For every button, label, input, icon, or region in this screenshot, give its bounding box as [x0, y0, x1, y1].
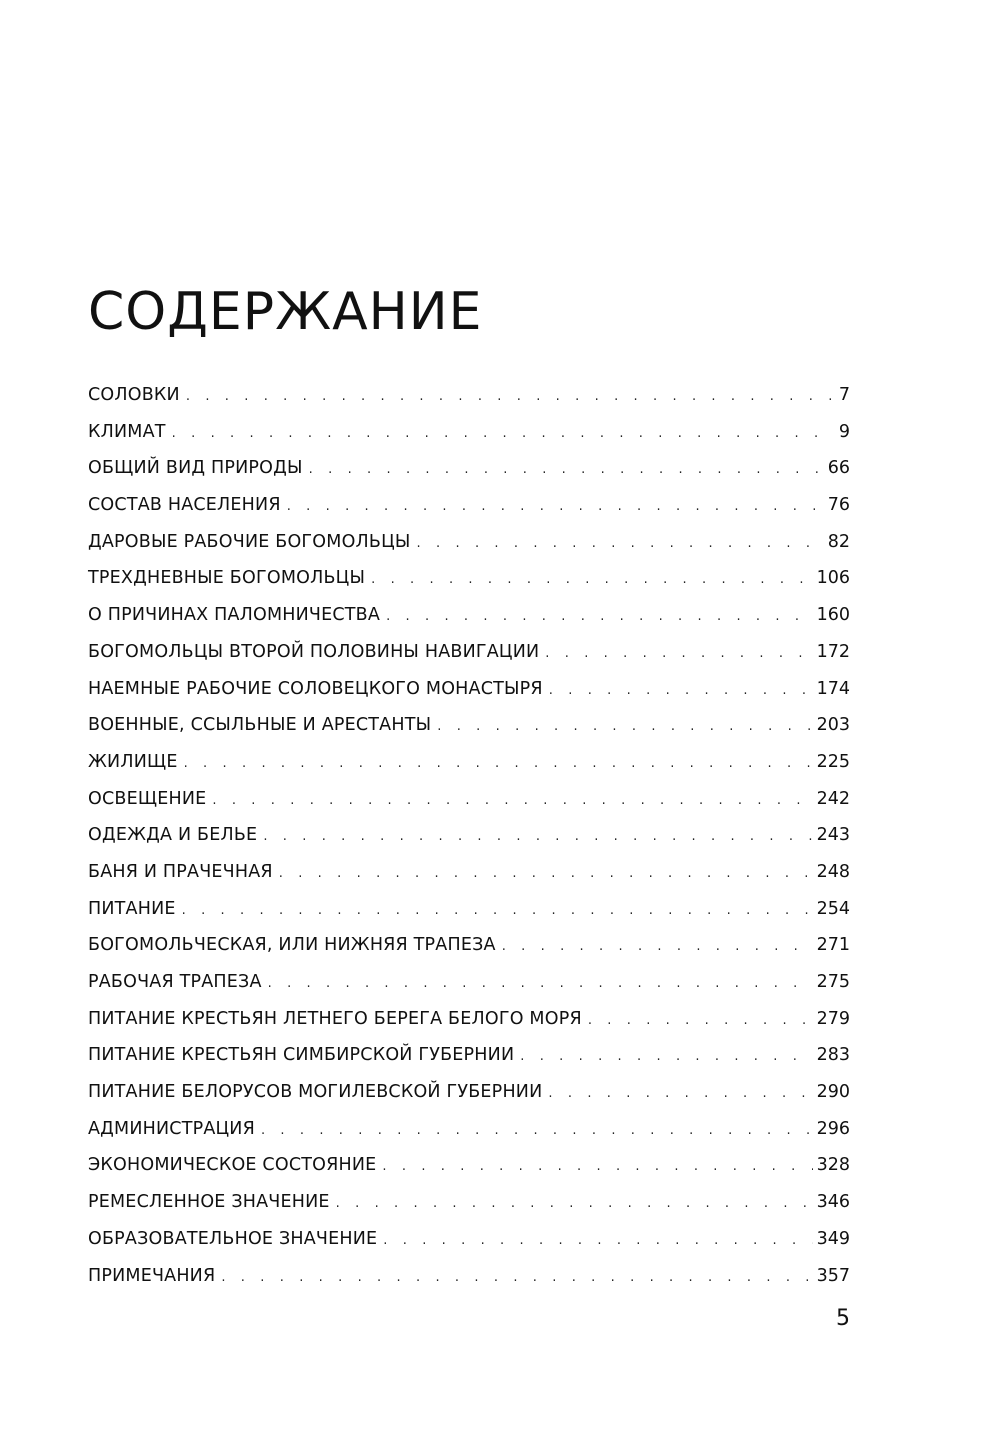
- toc-entry: [88, 859, 850, 896]
- toc-entry: [88, 382, 850, 419]
- toc-entry-page: 248: [816, 861, 850, 882]
- toc-entry-title: ОБЩИЙ ВИД ПРИРОДЫ: [88, 458, 303, 479]
- toc-entry: [88, 455, 850, 492]
- toc-entry-page: 357: [816, 1265, 850, 1286]
- toc-entry: [88, 639, 850, 676]
- toc-entry: [88, 969, 850, 1006]
- toc-entry-title: ДАРОВЫЕ РАБОЧИЕ БОГОМОЛЬЦЫ: [88, 531, 411, 552]
- dot-leader: [184, 751, 813, 777]
- toc-entry: [88, 602, 850, 639]
- toc-entry-page: 82: [827, 531, 850, 552]
- table-of-contents: [88, 382, 850, 1299]
- toc-entry-page: 283: [816, 1045, 850, 1066]
- toc-entry-page: 349: [816, 1228, 850, 1249]
- page-number: 5: [836, 1306, 850, 1331]
- toc-entry-page: 242: [816, 788, 850, 809]
- toc-entry-page: 271: [816, 935, 850, 956]
- toc-entry-title: БОГОМОЛЬЧЕСКАЯ, ИЛИ НИЖНЯЯ ТРАПЕЗА: [88, 935, 496, 956]
- toc-entry-page: 9: [838, 421, 850, 442]
- toc-entry: [88, 712, 850, 749]
- toc-entry-title: ВОЕННЫЕ, ССЫЛЬНЫЕ И АРЕСТАНТЫ: [88, 715, 432, 736]
- toc-entry-page: 160: [816, 605, 850, 626]
- toc-entry-title: СОСТАВ НАСЕЛЕНИЯ: [88, 495, 281, 516]
- toc-entry-title: СОЛОВКИ: [88, 385, 180, 405]
- toc-entry-page: 346: [816, 1192, 850, 1213]
- dot-leader: [212, 788, 812, 814]
- toc-entry-title: ПИТАНИЕ: [88, 898, 176, 919]
- toc-entry-title: РЕМЕСЛЕННОЕ ЗНАЧЕНИЕ: [88, 1192, 330, 1213]
- toc-entry-page: 279: [816, 1008, 850, 1029]
- toc-entry: [88, 932, 850, 969]
- toc-entry: [88, 896, 850, 933]
- toc-entry-title: ОДЕЖДА И БЕЛЬЕ: [88, 825, 258, 846]
- toc-entry-title: ПРИМЕЧАНИЯ: [88, 1265, 216, 1286]
- toc-entry-page: 106: [816, 568, 850, 589]
- dot-leader: [383, 1228, 812, 1254]
- dot-leader: [437, 714, 812, 740]
- toc-entry-page: 66: [827, 458, 850, 479]
- toc-entry-title: ОБРАЗОВАТЕЛЬНОЕ ЗНАЧЕНИЕ: [88, 1228, 378, 1249]
- dot-leader: [371, 567, 812, 593]
- toc-entry: [88, 676, 850, 713]
- toc-entry: [88, 565, 850, 602]
- toc-entry-title: АДМИНИСТРАЦИЯ: [88, 1118, 255, 1139]
- toc-entry: [88, 492, 850, 529]
- dot-leader: [263, 824, 812, 850]
- toc-entry: [88, 1226, 850, 1263]
- toc-entry-title: ОСВЕЩЕНИЕ: [88, 788, 207, 809]
- toc-entry: [88, 786, 850, 823]
- toc-entry-title: КЛИМАТ: [88, 421, 166, 442]
- toc-entry-page: 296: [816, 1118, 850, 1139]
- toc-entry: [88, 1079, 850, 1116]
- toc-entry-page: 174: [816, 678, 850, 699]
- toc-entry-page: 243: [816, 825, 850, 846]
- dot-leader: [336, 1191, 813, 1217]
- dot-leader: [520, 1044, 812, 1070]
- dot-leader: [502, 934, 813, 960]
- toc-entry-page: 172: [816, 641, 850, 662]
- toc-entry: [88, 1006, 850, 1043]
- dot-leader: [186, 384, 834, 410]
- toc-entry-title: ПИТАНИЕ БЕЛОРУСОВ МОГИЛЕВСКОЙ ГУБЕРНИИ: [88, 1082, 543, 1103]
- toc-entry-title: ЭКОНОМИЧЕСКОЕ СОСТОЯНИЕ: [88, 1155, 377, 1176]
- dot-leader: [172, 421, 834, 447]
- toc-entry: [88, 749, 850, 786]
- toc-entry-title: БОГОМОЛЬЦЫ ВТОРОЙ ПОЛОВИНЫ НАВИГАЦИИ: [88, 641, 540, 662]
- toc-entry-title: ЖИЛИЩЕ: [88, 751, 178, 772]
- toc-entry-page: 203: [816, 715, 850, 736]
- toc-entry: [88, 822, 850, 859]
- toc-entry-title: ТРЕХДНЕВНЫЕ БОГОМОЛЬЦЫ: [88, 568, 366, 589]
- dot-leader: [268, 971, 813, 997]
- dot-leader: [548, 1081, 812, 1107]
- toc-entry-title: НАЕМНЫЕ РАБОЧИЕ СОЛОВЕЦКОГО МОНАСТЫРЯ: [88, 678, 543, 699]
- toc-entry-title: ПИТАНИЕ КРЕСТЬЯН СИМБИРСКОЙ ГУБЕРНИИ: [88, 1045, 515, 1066]
- dot-leader: [386, 604, 813, 630]
- toc-entry: [88, 1042, 850, 1079]
- toc-entry-page: 225: [816, 751, 850, 772]
- toc-entry: [88, 419, 850, 456]
- toc-entry-page: 290: [816, 1082, 850, 1103]
- dot-leader: [279, 861, 813, 887]
- toc-entry: [88, 529, 850, 566]
- dot-leader: [261, 1118, 813, 1144]
- toc-entry: [88, 1152, 850, 1189]
- toc-entry-title: О ПРИЧИНАХ ПАЛОМНИЧЕСТВА: [88, 605, 381, 626]
- toc-entry-title: ПИТАНИЕ КРЕСТЬЯН ЛЕТНЕГО БЕРЕГА БЕЛОГО МОРЯ: [88, 1008, 582, 1029]
- toc-entry: [88, 1263, 850, 1300]
- toc-entry-page: 76: [827, 495, 850, 516]
- dot-leader: [417, 531, 824, 557]
- toc-entry: [88, 1189, 850, 1226]
- dot-leader: [382, 1154, 812, 1180]
- toc-entry-title: БАНЯ И ПРАЧЕЧНАЯ: [88, 861, 273, 882]
- toc-entry-page: 7: [838, 385, 850, 405]
- dot-leader: [309, 457, 824, 483]
- toc-entry-page: 275: [816, 972, 850, 992]
- dot-leader: [221, 1265, 812, 1291]
- dot-leader: [588, 1008, 813, 1034]
- dot-leader: [182, 898, 813, 924]
- toc-entry-title: РАБОЧАЯ ТРАПЕЗА: [88, 972, 262, 992]
- dot-leader: [549, 678, 813, 704]
- dot-leader: [545, 641, 812, 667]
- toc-entry: [88, 1116, 850, 1153]
- toc-entry-page: 254: [816, 898, 850, 919]
- toc-entry-page: 328: [816, 1155, 850, 1176]
- page-title: СОДЕРЖАНИЕ: [88, 282, 483, 342]
- dot-leader: [287, 494, 824, 520]
